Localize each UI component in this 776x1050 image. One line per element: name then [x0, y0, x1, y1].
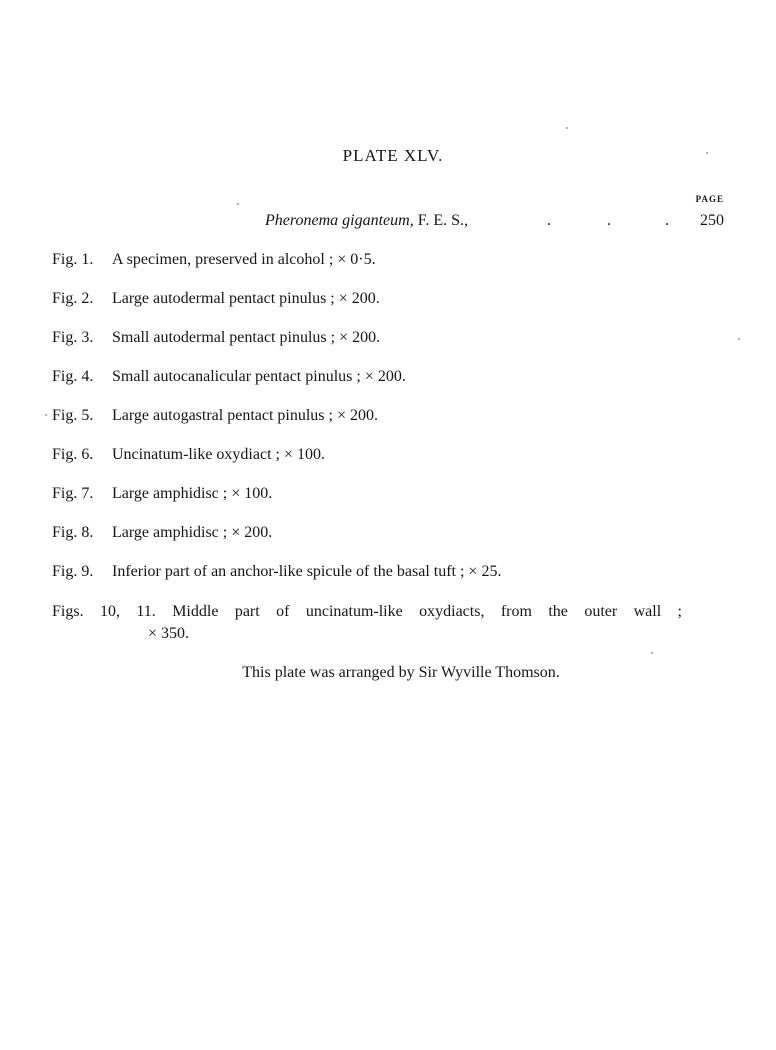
figure-entry	[52, 445, 325, 465]
figure-label: Fig. 9.	[52, 563, 94, 580]
plate-title: PLATE XLV.	[342, 146, 444, 165]
figure-caption: Large autodermal pentact pinulus ; × 200.	[112, 290, 380, 307]
figure-label: Fig. 7.	[52, 485, 94, 502]
arranged-by-note: This plate was arranged by Sir Wyville Thomson.	[242, 664, 560, 681]
figure-entry	[52, 484, 272, 504]
figure-caption: Small autodermal pentact pinulus ; × 200.	[112, 329, 381, 346]
figure-label: Fig. 1.	[52, 251, 94, 268]
figure-caption: A specimen, preserved in alcohol ; × 0·5.	[112, 251, 376, 268]
figure-label: Fig. 6.	[52, 446, 94, 463]
leader-dot: .	[547, 212, 551, 229]
paper-speck	[706, 152, 708, 154]
paper-speck	[566, 127, 568, 129]
figure-entry	[52, 406, 378, 426]
figure-label: Fig. 4.	[52, 368, 94, 385]
figure-entry	[52, 367, 406, 387]
paper-speck	[237, 203, 239, 205]
figure-caption: Small autocanalicular pentact pinulus ; × 200.	[112, 368, 406, 385]
figure-caption: Large amphidisc ; × 200.	[112, 524, 273, 541]
figure-entry	[52, 328, 380, 348]
figure-caption: Large autogastral pentact pinulus ; × 200.	[112, 407, 378, 424]
species-page-number: 250	[700, 212, 724, 229]
figure-entry	[52, 250, 376, 270]
figure-label: Fig. 5.	[52, 407, 94, 424]
paper-speck	[651, 652, 653, 654]
species-author: F. E. S.,	[413, 212, 469, 229]
figure-label: Fig. 2.	[52, 290, 94, 307]
figure-entry	[52, 523, 272, 543]
figure-caption: Large amphidisc ; × 100.	[112, 485, 273, 502]
figure-entry-10-11: Figs. 10, 11. Middle part of uncinatum-like oxydiacts, from the outer wall ;	[52, 603, 682, 620]
figure-label: Fig. 8.	[52, 524, 94, 541]
figure-label: Fig. 3.	[52, 329, 94, 346]
species-entry	[265, 212, 669, 230]
figure-caption: Uncinatum-like oxydiact ; × 100.	[112, 446, 325, 463]
paper-speck	[738, 338, 740, 340]
page-column-label: PAGE	[695, 194, 724, 204]
figure-entry	[52, 289, 380, 309]
species-name: Pheronema giganteum,	[265, 212, 414, 229]
leader-dot: .	[665, 212, 669, 229]
figure-caption: Inferior part of an anchor-like spicule of the basal tuft ; × 25.	[112, 563, 502, 580]
paper-speck	[45, 414, 47, 416]
figure-entry-10-11-continuation: × 350.	[148, 625, 190, 642]
leader-dot: .	[607, 212, 611, 229]
figure-entry	[52, 562, 501, 582]
